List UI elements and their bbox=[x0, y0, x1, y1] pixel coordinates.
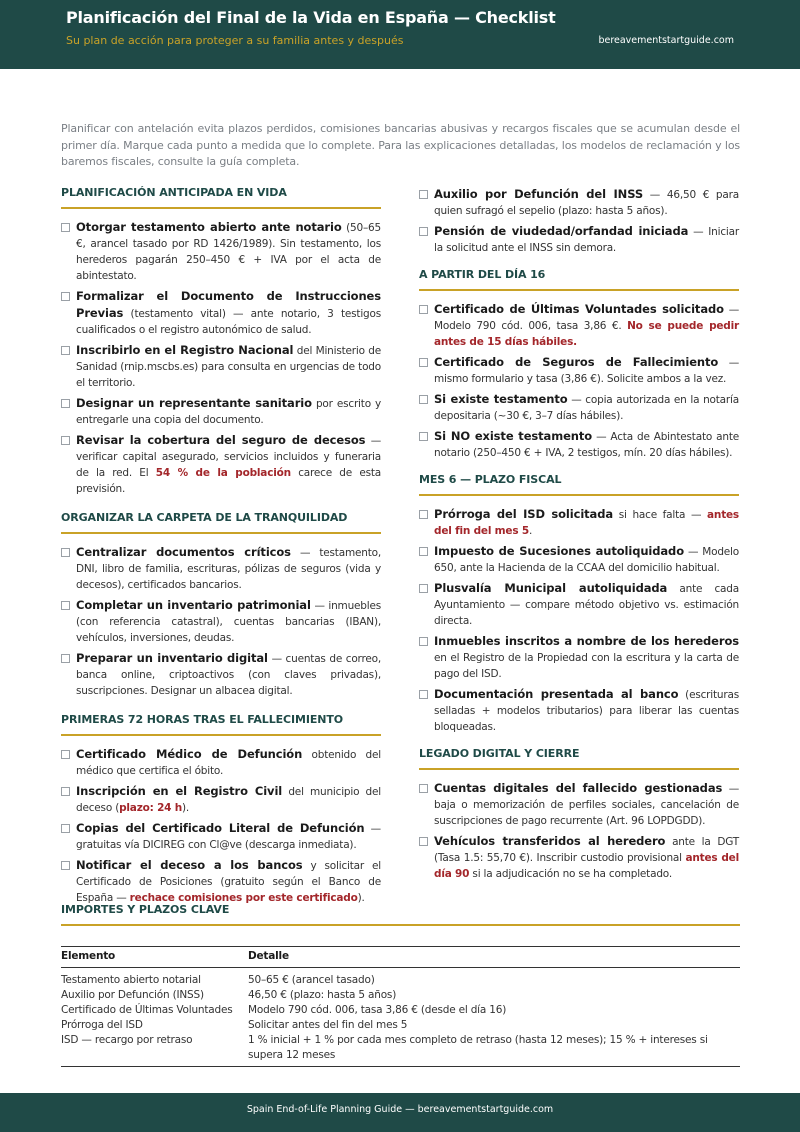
checkbox[interactable] bbox=[61, 861, 70, 870]
table-cell: 50–65 € (arancel tasado) bbox=[248, 974, 375, 986]
item-title: Designar un representante sanitario bbox=[76, 396, 312, 410]
item-text: ante la DGT (Tasa 1.5: 55,70 €). Inscribir custodio provisional bbox=[434, 836, 739, 864]
table-cell: Certificado de Últimas Voluntades bbox=[61, 1004, 233, 1016]
item-title: Preparar un inventario digital bbox=[76, 651, 268, 665]
item-title: Prórroga del ISD solicitada bbox=[434, 507, 614, 521]
section-divider bbox=[61, 734, 381, 736]
checkbox[interactable] bbox=[419, 190, 428, 199]
item-title: Inscribirlo en el Registro Nacional bbox=[76, 343, 294, 357]
item-text: — mismo formulario y tasa (3,86 €). Solicite ambos a la vez. bbox=[434, 357, 739, 385]
checklist-item bbox=[419, 391, 739, 424]
item-title: Notificar el deceso a los bancos bbox=[76, 858, 303, 872]
page-subtitle: Su plan de acción para proteger a su familia antes y después bbox=[66, 34, 404, 47]
key-amounts-section bbox=[61, 903, 740, 1067]
checkbox[interactable] bbox=[419, 227, 428, 236]
checklist-item bbox=[419, 354, 739, 387]
left-column bbox=[61, 186, 381, 910]
item-text: del Ministerio de Sanidad (rnip.mscbs.es) para consulta en urgencias de todo el territorio. bbox=[76, 345, 381, 389]
table-body bbox=[61, 968, 740, 1067]
section-divider bbox=[419, 494, 739, 496]
checklist-item bbox=[61, 288, 381, 338]
checkbox[interactable] bbox=[61, 824, 70, 833]
item-text: ). bbox=[357, 892, 365, 904]
item-title: Cuentas digitales del fallecido gestionadas bbox=[434, 781, 723, 795]
checklist-item bbox=[61, 857, 381, 906]
checklist-item bbox=[419, 580, 739, 629]
checkbox[interactable] bbox=[419, 784, 428, 793]
checkbox[interactable] bbox=[419, 510, 428, 519]
checkbox[interactable] bbox=[419, 584, 428, 593]
section-divider bbox=[61, 532, 381, 534]
highlight-text: No se puede pedir antes de 15 días hábiles. bbox=[434, 320, 739, 348]
section-title: A PARTIR DEL DÍA 16 bbox=[419, 268, 546, 281]
item-text: del municipio del deceso ( bbox=[76, 786, 381, 814]
checkbox[interactable] bbox=[61, 654, 70, 663]
item-text: — verificar capital asegurado, servicios incluidos y funeraria de la red. El bbox=[76, 435, 381, 479]
highlight-text: plazo: 24 h bbox=[119, 802, 183, 814]
table-row bbox=[61, 988, 740, 1003]
table-row bbox=[61, 1018, 740, 1033]
section-title: LEGADO DIGITAL Y CIERRE bbox=[419, 747, 580, 760]
section-title: MES 6 — PLAZO FISCAL bbox=[419, 473, 562, 486]
checklist-item bbox=[61, 342, 381, 391]
section-title: PLANIFICACIÓN ANTICIPADA EN VIDA bbox=[61, 186, 287, 199]
item-title: Copias del Certificado Literal de Defunción bbox=[76, 821, 365, 835]
section-divider bbox=[419, 289, 739, 291]
checkbox[interactable] bbox=[61, 750, 70, 759]
section-title: ORGANIZAR LA CARPETA DE LA TRANQUILIDAD bbox=[61, 511, 348, 524]
checklist-item bbox=[419, 506, 739, 539]
table-row bbox=[61, 1003, 740, 1018]
checkbox[interactable] bbox=[61, 223, 70, 232]
table-header-cell: Elemento bbox=[61, 947, 248, 968]
item-text: si la adjudicación no se ha completado. bbox=[469, 868, 672, 880]
section bbox=[61, 511, 381, 699]
item-text: — copia autorizada en la notaría depositaria (~30 €, 3–7 días hábiles). bbox=[434, 394, 739, 422]
item-text: (testamento vital) — ante notario, 3 testigos cualificados o el registro autonómico de salud. bbox=[76, 308, 381, 336]
table-bottom-rule bbox=[61, 1066, 740, 1067]
checkbox[interactable] bbox=[61, 346, 70, 355]
checkbox[interactable] bbox=[61, 787, 70, 796]
item-text: y solicitar el Certificado de Posiciones (gratuito según el Banco de España — bbox=[76, 860, 381, 904]
right-column bbox=[419, 186, 739, 886]
checkbox[interactable] bbox=[419, 690, 428, 699]
checklist-item bbox=[419, 186, 739, 219]
table-cell: Testamento abierto notarial bbox=[61, 974, 201, 986]
table-cell: 1 % inicial + 1 % por cada mes completo de retraso (hasta 12 meses); 15 % + intereses si supera 12 meses bbox=[248, 1034, 708, 1061]
item-title: Certificado Médico de Defunción bbox=[76, 747, 303, 761]
checkbox[interactable] bbox=[419, 637, 428, 646]
section bbox=[419, 747, 739, 882]
item-text: en el Registro de la Propiedad con la escritura y la carta de pago del ISD. bbox=[434, 652, 739, 680]
item-title: Certificado de Seguros de Fallecimiento bbox=[434, 355, 719, 369]
item-title: Otorgar testamento abierto ante notario bbox=[76, 220, 342, 234]
section bbox=[419, 473, 739, 735]
checklist-item bbox=[419, 543, 739, 576]
highlight-text: 54 % de la población bbox=[155, 467, 291, 479]
item-text: ). bbox=[182, 802, 190, 814]
item-title: Completar un inventario patrimonial bbox=[76, 598, 311, 612]
item-title: Plusvalía Municipal autoliquidada bbox=[434, 581, 668, 595]
checkbox[interactable] bbox=[419, 358, 428, 367]
table-header-cell: Detalle bbox=[248, 947, 740, 968]
checklist-item bbox=[61, 746, 381, 779]
checkbox[interactable] bbox=[61, 601, 70, 610]
checklist-item bbox=[419, 686, 739, 735]
item-text: — gratuitas vía DICIREG con Cl@ve (descarga inmediata). bbox=[76, 823, 381, 851]
item-text: (escrituras selladas + modelos tributarios) para liberar las cuentas bloqueadas. bbox=[434, 689, 740, 733]
checkbox[interactable] bbox=[419, 395, 428, 404]
item-title: Formalizar el Documento de Instrucciones Previas bbox=[76, 289, 381, 320]
page-title: Planificación del Final de la Vida en España — Checklist bbox=[66, 8, 556, 27]
table-cell: Modelo 790 cód. 006, tasa 3,86 € (desde el día 16) bbox=[248, 1004, 507, 1016]
checklist-item bbox=[61, 219, 381, 284]
item-text: — Acta de Abintestato ante notario (250–450 € + IVA, 2 testigos, mín. 20 días hábiles). bbox=[434, 431, 739, 459]
table-cell: ISD — recargo por retraso bbox=[61, 1034, 193, 1046]
item-title: Si NO existe testamento bbox=[434, 429, 593, 443]
checklist-item bbox=[61, 820, 381, 853]
highlight-text: antes del fin del mes 5 bbox=[434, 509, 739, 537]
item-title: Centralizar documentos críticos bbox=[76, 545, 291, 559]
item-text: si hace falta — bbox=[613, 509, 708, 521]
section bbox=[419, 186, 739, 256]
section-divider bbox=[61, 207, 381, 209]
checklist-item bbox=[419, 833, 739, 882]
item-title: Inscripción en el Registro Civil bbox=[76, 784, 283, 798]
item-text: carece de esta previsión. bbox=[76, 467, 381, 495]
checklist-item bbox=[419, 428, 739, 461]
highlight-text: rechace comisiones por este certificado bbox=[129, 892, 358, 904]
item-title: Auxilio por Defunción del INSS bbox=[434, 187, 644, 201]
item-title: Revisar la cobertura del seguro de decesos bbox=[76, 433, 366, 447]
table-cell: Auxilio por Defunción (INSS) bbox=[61, 989, 204, 1001]
page-footer bbox=[0, 1093, 800, 1132]
table-row bbox=[61, 968, 740, 989]
item-title: Certificado de Últimas Voluntades solicitado bbox=[434, 302, 724, 316]
section bbox=[61, 186, 381, 497]
item-text: — 46,50 € para quien sufragó el sepelio (plazo: hasta 5 años). bbox=[434, 189, 739, 217]
highlight-text: antes del día 90 bbox=[434, 852, 739, 880]
checkbox[interactable] bbox=[61, 548, 70, 557]
table-cell: 46,50 € (plazo: hasta 5 años) bbox=[248, 989, 397, 1001]
header-site-link[interactable]: bereavementstartguide.com bbox=[598, 35, 734, 46]
item-text: por escrito y entregarle una copia del documento. bbox=[76, 398, 381, 426]
item-title: Vehículos transferidos al heredero bbox=[434, 834, 666, 848]
item-text: — Modelo 790 cód. 006, tasa 3,86 €. bbox=[434, 304, 739, 332]
item-text: — baja o memorización de perfiles sociales, cancelación de suscripciones de pago recurrente (Art. 96 LOPDGDD). bbox=[434, 783, 739, 827]
item-title: Pensión de viudedad/orfandad iniciada bbox=[434, 224, 689, 238]
item-title: Documentación presentada al banco bbox=[434, 687, 679, 701]
section-divider bbox=[61, 924, 740, 926]
item-text: — Modelo 650, ante la Hacienda de la CCAA del domicilio habitual. bbox=[434, 546, 739, 574]
item-title: Si existe testamento bbox=[434, 392, 568, 406]
table-header-row bbox=[61, 947, 740, 968]
checklist-item bbox=[61, 544, 381, 593]
item-text: — Iniciar la solicitud ante el INSS sin demora. bbox=[434, 226, 739, 254]
item-text: — testamento, DNI, libro de familia, escrituras, pólizas de seguros (vida y decesos), certificados bancarios. bbox=[76, 547, 381, 591]
checkbox[interactable] bbox=[419, 547, 428, 556]
checklist-item bbox=[419, 780, 739, 829]
checkbox[interactable] bbox=[419, 305, 428, 314]
item-text: — cuentas de correo, banca online, criptoactivos (con claves privadas), suscripciones. Designar un albacea digital. bbox=[76, 653, 381, 697]
checklist-item bbox=[419, 223, 739, 256]
section-title: PRIMERAS 72 HORAS TRAS EL FALLECIMIENTO bbox=[61, 713, 344, 726]
item-text: ante cada Ayuntamiento — compare método objetivo vs. estimación directa. bbox=[434, 583, 739, 627]
section-title: IMPORTES Y PLAZOS CLAVE bbox=[61, 903, 230, 916]
section bbox=[61, 713, 381, 906]
checklist-item bbox=[419, 301, 739, 350]
table-row bbox=[61, 1033, 740, 1066]
table-cell: Solicitar antes del fin del mes 5 bbox=[248, 1019, 408, 1031]
item-text: (50–65 €, arancel tasado por RD 1426/1989). Sin testamento, los herederos pagarán 250–450 € + IVA por el acta de abintestato. bbox=[76, 222, 381, 282]
checklist-item bbox=[61, 395, 381, 428]
checkbox[interactable] bbox=[419, 837, 428, 846]
checklist-item bbox=[61, 597, 381, 646]
checkbox[interactable] bbox=[419, 432, 428, 441]
table-cell: Prórroga del ISD bbox=[61, 1019, 143, 1031]
checkbox[interactable] bbox=[61, 399, 70, 408]
item-text: . bbox=[528, 525, 533, 537]
checkbox[interactable] bbox=[61, 292, 70, 301]
checkbox[interactable] bbox=[61, 436, 70, 445]
section bbox=[419, 268, 739, 461]
item-title: Impuesto de Sucesiones autoliquidado bbox=[434, 544, 684, 558]
footer-text: Spain End-of-Life Planning Guide — bereavementstartguide.com bbox=[246, 1104, 554, 1115]
checklist-item bbox=[61, 432, 381, 497]
item-text: — inmuebles (con referencia catastral), cuentas bancarias (IBAN), vehículos, inversiones, deudas. bbox=[76, 600, 382, 644]
item-title: Inmuebles inscritos a nombre de los herederos bbox=[434, 634, 739, 648]
key-amounts-table bbox=[61, 946, 740, 1066]
checklist-item bbox=[61, 650, 381, 699]
intro-paragraph: Planificar con antelación evita plazos perdidos, comisiones bancarias abusivas y recargos fiscales que se acumulan desde el primer día. Marque cada punto a medida que lo complete. Para las explicaciones detalladas, los modelos de reclamación y los baremos fiscales, consulte la guía completa. bbox=[61, 122, 740, 168]
section-divider bbox=[419, 768, 739, 770]
page-header bbox=[0, 0, 800, 69]
item-text: obtenido del médico que certifica el óbito. bbox=[76, 749, 381, 777]
checklist-item bbox=[419, 633, 739, 682]
checklist-item bbox=[61, 783, 381, 816]
